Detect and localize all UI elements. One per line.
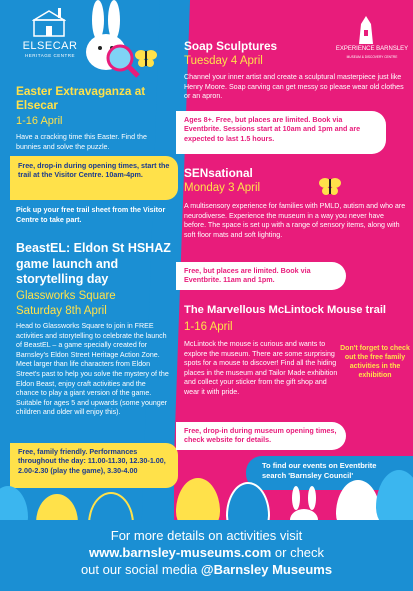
- sens-title: SENsational: [184, 166, 253, 180]
- elsecar-logo-name: ELSECAR: [22, 40, 78, 52]
- bunny-magnifier-illustration: [76, 0, 156, 80]
- footer-or-check: or check: [271, 545, 325, 560]
- sens-info-pill: Free, but places are limited. Book via Eventbrite. 11am and 1pm.: [176, 262, 346, 290]
- easter-date: 1-16 April: [16, 115, 63, 127]
- eb-logo-name: EXPERIENCE BARNSLEY: [335, 46, 409, 52]
- beastel-info-pill: Free, family friendly. Performances throughout the day: 11.00-11.30, 12.30-1.00, 2.00-2.30 (play the game), 3.30-4.00: [10, 443, 178, 488]
- elsecar-building-icon: [32, 8, 66, 38]
- beastel-venue: Glassworks Square: [16, 290, 116, 302]
- footer-line-2: [0, 545, 413, 560]
- mouse-desc: McLintock the mouse is curious and wants to explore the museum. There are some surprising spots for a mouse to discover! Find all the hiding places in the museum and Tailor Made exhibition and collect your sticker from the gift shop and wear it with pride.: [184, 340, 338, 396]
- experience-barnsley-logo: [333, 16, 413, 66]
- website-link[interactable]: www.barnsley-museums.com: [88, 545, 272, 560]
- beastel-date: Saturday 8th April: [16, 305, 107, 317]
- soap-info-pill: Ages 8+. Free, but places are limited. Book via Eventbrite. Sessions start at 10am and 1pm and are expected to last 1.5 hours.: [176, 111, 386, 154]
- soap-desc: Channel your inner artist and create a sculptural masterpiece just like Henry Moore. Soap carving can get messy so please wear old clothes or an apron.: [184, 73, 404, 101]
- eventbrite-text: To find our events on Eventbrite search 'Barnsley Council': [262, 461, 377, 480]
- butterfly-icon: [134, 48, 158, 68]
- soap-date: Tuesday 4 April: [184, 55, 263, 67]
- castle-icon: [355, 16, 377, 44]
- beastel-title: BeastEL: Eldon St HSHAZ game launch and storytelling day: [16, 241, 171, 286]
- mouse-callout: [340, 344, 410, 410]
- easter-desc: Have a cracking time this Easter. Find the bunnies and solve the puzzle.: [16, 133, 147, 151]
- mouse-date: 1-16 April: [184, 321, 233, 333]
- elsecar-logo: [20, 8, 80, 64]
- footer-line-3: [0, 562, 413, 577]
- footer-line-1: For more details on activities visit: [110, 528, 303, 543]
- butterfly-icon: [318, 176, 342, 196]
- footer-social-prefix: out our social media: [80, 562, 201, 577]
- sens-date: Monday 3 April: [184, 182, 261, 194]
- beastel-desc: Head to Glassworks Square to join in FREE activities and storytelling to celebrate the launch of BeastEL – a game specially created for Barnsley's Eldon Street Heritage Action Zone. Meet larger than life characters from Eldon Street's past to help you solve the mystery of the Eldon Beast, enjoy craft activities and the chance to play a giant version of the game. Suitable for ages 5 and upwards (some younger children and older will enjoy this).: [16, 322, 169, 417]
- soap-title: Soap Sculptures: [184, 39, 278, 53]
- social-handle[interactable]: @Barnsley Museums: [200, 562, 333, 577]
- mouse-info-pill: Free, drop-in during museum opening times, check website for details.: [176, 422, 346, 450]
- sens-desc: A multisensory experience for families with PMLD, autism and who are neurodiverse. Experience the museum in a way you never have before. The space is set up with a range of sensory items, along with soft floor mats and soft lighting.: [184, 202, 406, 239]
- easter-note: Pick up your free trail sheet from the Visitor Centre to take part.: [16, 205, 166, 224]
- mouse-title: The Marvellous McLintock Mouse trail: [184, 304, 387, 316]
- eb-logo-sub: MUSEUM & DISCOVERY CENTRE: [346, 55, 398, 59]
- elsecar-logo-sub: HERITAGE CENTRE: [25, 53, 75, 58]
- easter-title: Easter Extravaganza at Elsecar: [16, 84, 146, 112]
- easter-info-pill: Free, drop-in during opening times, start the trail at the Visitor Centre. 10am-4pm.: [10, 156, 178, 200]
- mouse-callout-text: Don't forget to check out the free family activities in the exhibition: [340, 345, 410, 379]
